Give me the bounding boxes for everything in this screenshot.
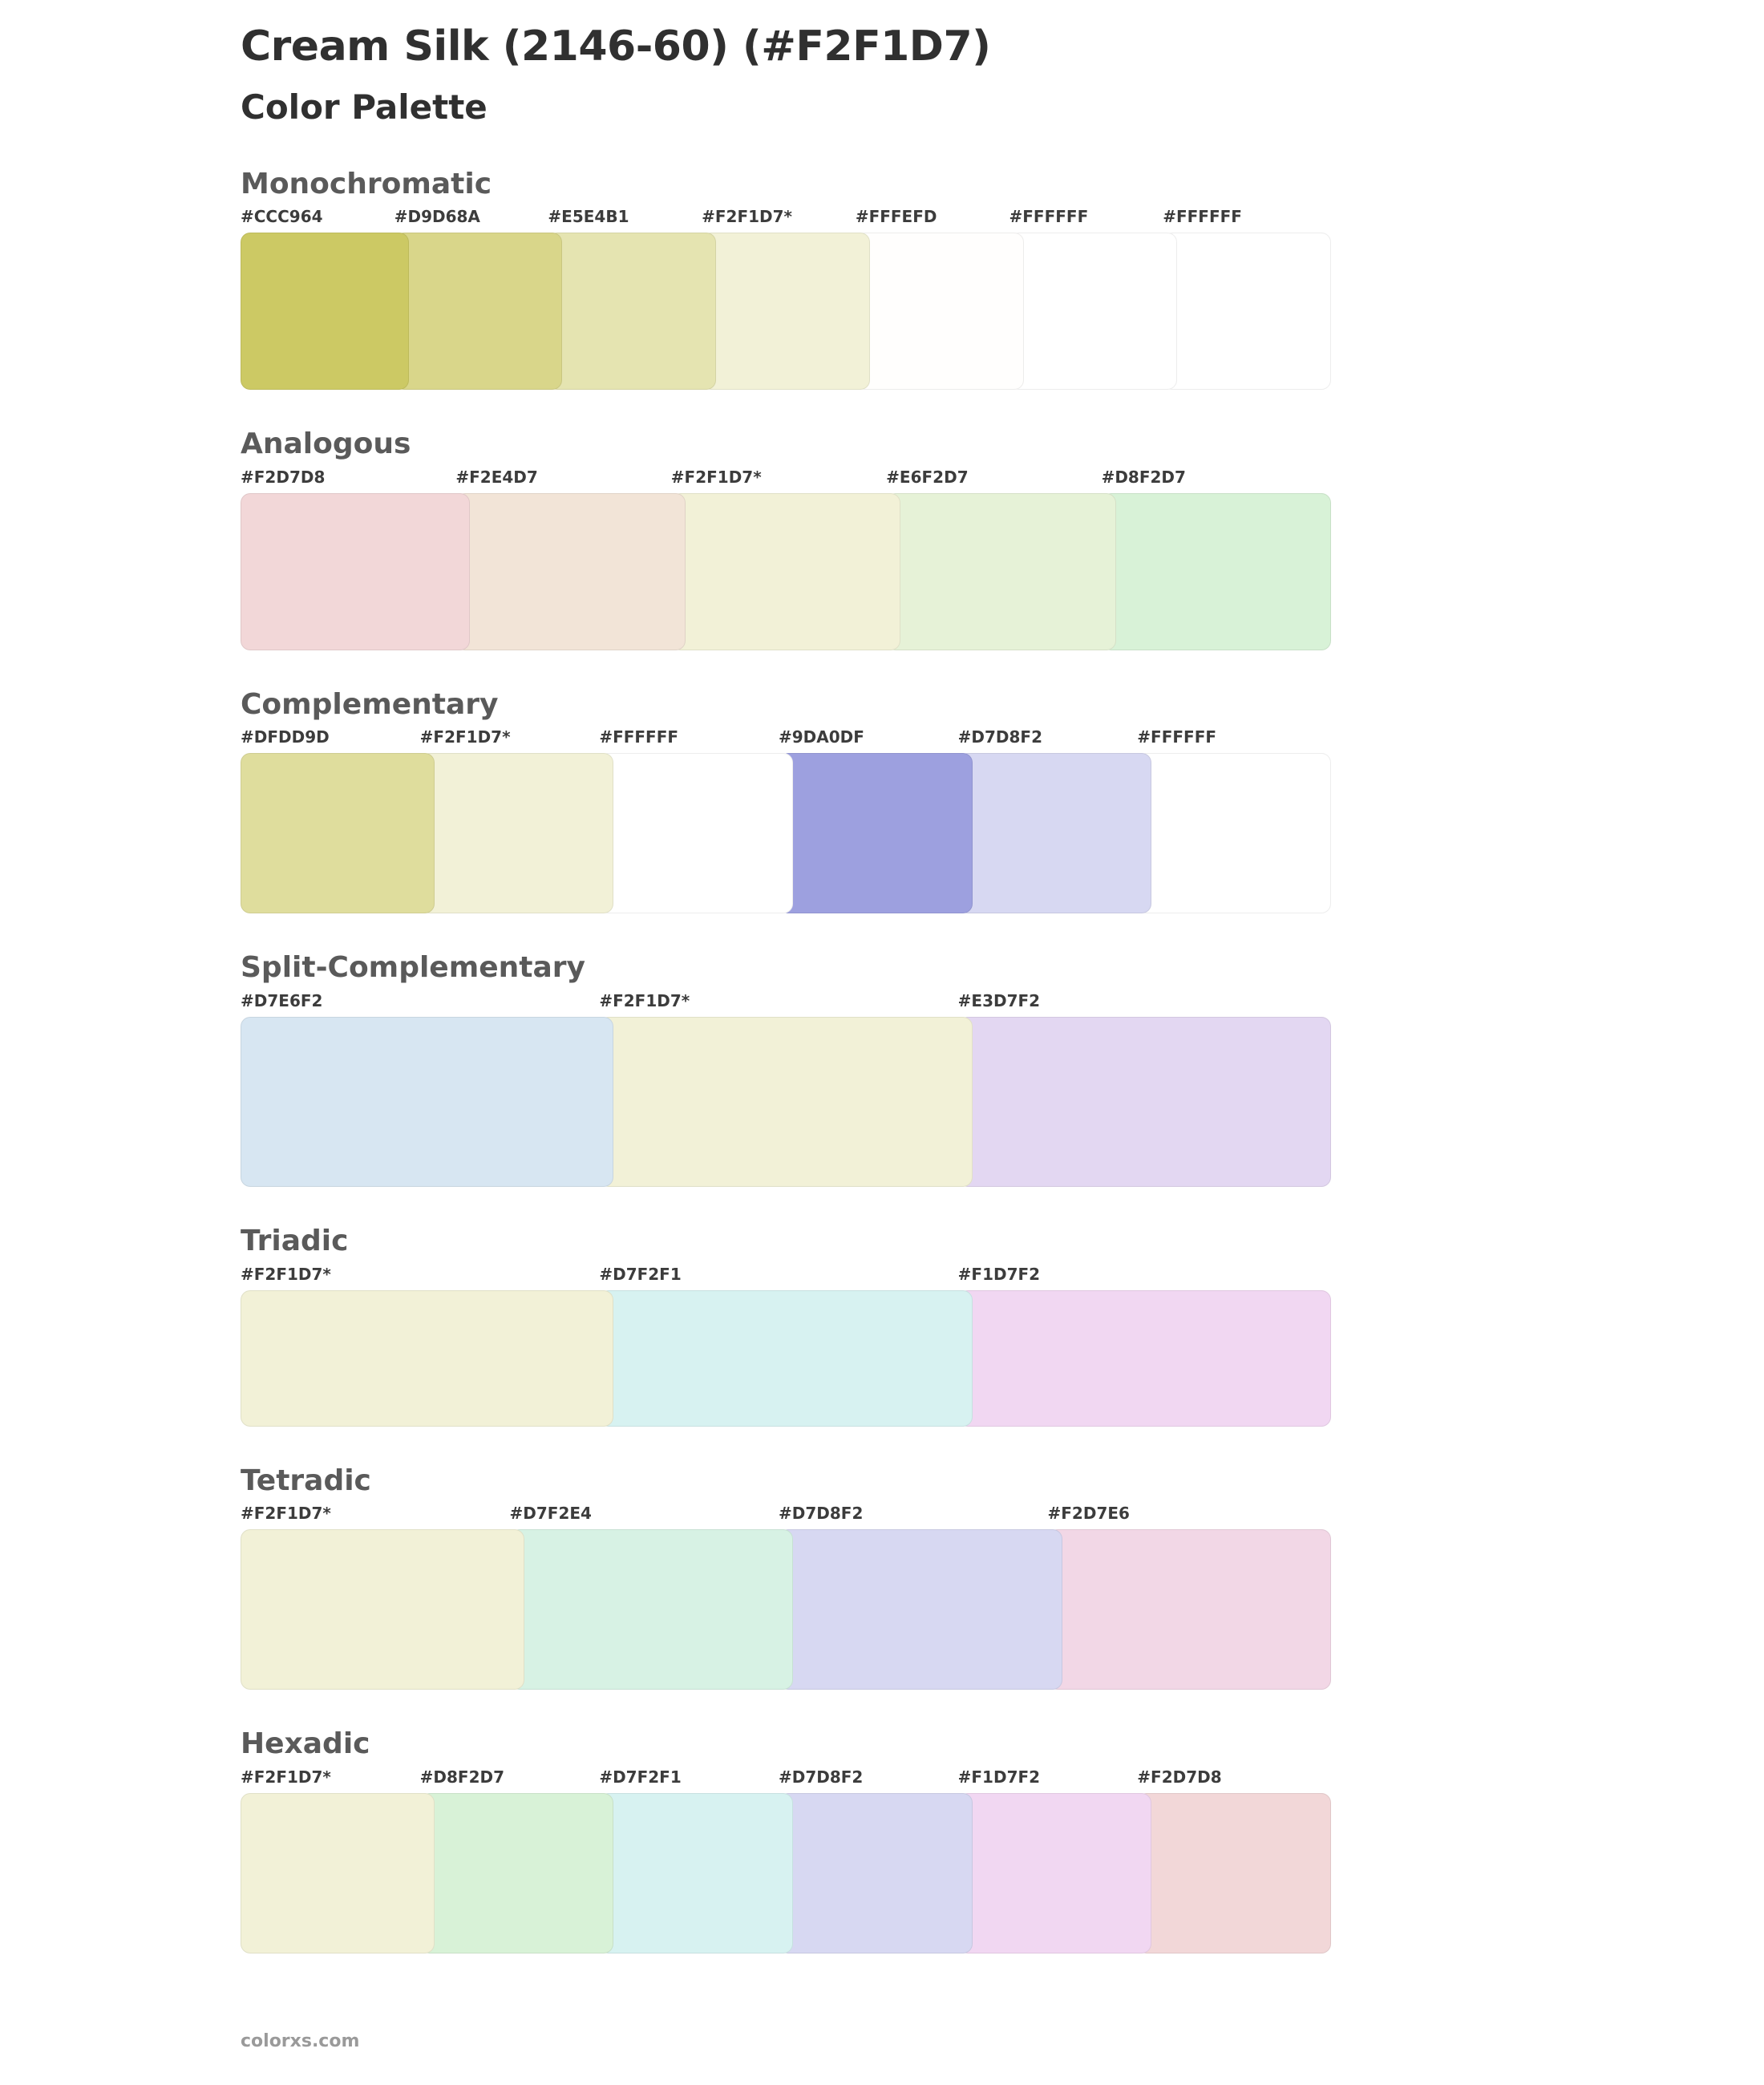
swatch-color-chip[interactable]	[958, 1017, 1331, 1187]
swatch-color-chip[interactable]	[779, 753, 973, 913]
swatch-color-chip[interactable]	[599, 1017, 972, 1187]
swatch-color-chip[interactable]	[779, 1793, 973, 1953]
palette-section-complementary	[241, 686, 1523, 914]
swatch-color-chip[interactable]	[958, 1793, 1152, 1953]
swatch-hex-label: #FFFFFF	[1163, 207, 1242, 227]
swatch-hex-label: #D7D8F2	[778, 1767, 864, 1787]
swatch-hex-label: #F2F1D7*	[670, 467, 762, 487]
swatch-row	[241, 207, 1523, 390]
color-swatch[interactable]	[886, 468, 1115, 650]
section-title: Complementary	[241, 687, 499, 721]
swatch-color-chip[interactable]	[548, 233, 716, 390]
color-swatch[interactable]	[394, 207, 563, 390]
color-swatch[interactable]	[1048, 1504, 1332, 1690]
section-title: Analogous	[241, 427, 411, 461]
section-title: Hexadic	[241, 1727, 370, 1761]
swatch-color-chip[interactable]	[1137, 1793, 1331, 1953]
swatch-hex-label: #F2F1D7*	[241, 1264, 331, 1284]
swatch-color-chip[interactable]	[241, 233, 409, 390]
color-swatch[interactable]	[1102, 468, 1331, 650]
color-swatch[interactable]	[779, 727, 973, 913]
swatch-hex-label: #F2F1D7*	[599, 990, 690, 1010]
swatch-hex-label: #FFFFFF	[1009, 207, 1089, 227]
swatch-hex-label: #F2D7E6	[1047, 1504, 1130, 1524]
swatch-color-chip[interactable]	[241, 1017, 613, 1187]
color-swatch[interactable]	[599, 727, 793, 913]
swatch-hex-label: #D7F2F1	[599, 1264, 682, 1284]
swatch-color-chip[interactable]	[1102, 493, 1331, 650]
palette-section-monochromatic	[241, 165, 1523, 391]
swatch-color-chip[interactable]	[241, 1529, 524, 1690]
swatch-color-chip[interactable]	[886, 493, 1115, 650]
swatch-color-chip[interactable]	[241, 753, 435, 913]
swatch-hex-label: #D7F2E4	[509, 1504, 592, 1524]
section-title: Tetradic	[241, 1464, 371, 1497]
section-title: Triadic	[241, 1224, 349, 1257]
swatch-color-chip[interactable]	[1137, 753, 1331, 913]
swatch-hex-label: #CCC964	[241, 207, 323, 227]
swatch-hex-label: #F2F1D7*	[241, 1504, 331, 1524]
section-title: Split-Complementary	[241, 951, 585, 985]
swatch-hex-label: #D7E6F2	[241, 990, 323, 1010]
color-swatch[interactable]	[420, 727, 614, 913]
palette-sections	[241, 165, 1523, 1953]
swatch-color-chip[interactable]	[1009, 233, 1178, 390]
swatch-color-chip[interactable]	[599, 1793, 793, 1953]
color-swatch[interactable]	[1137, 1767, 1331, 1953]
swatch-color-chip[interactable]	[856, 233, 1024, 390]
swatch-color-chip[interactable]	[702, 233, 870, 390]
swatch-color-chip[interactable]	[779, 1529, 1062, 1690]
swatch-hex-label: #F1D7F2	[957, 1264, 1041, 1284]
palette-section-hexadic	[241, 1725, 1523, 1953]
swatch-hex-label: #E3D7F2	[957, 990, 1041, 1010]
swatch-color-chip[interactable]	[1163, 233, 1331, 390]
color-swatch[interactable]	[1009, 207, 1178, 390]
swatch-color-chip[interactable]	[394, 233, 563, 390]
site-footer: colorxs.com	[241, 2031, 360, 2051]
page-subtitle: Color Palette	[241, 87, 488, 127]
color-swatch[interactable]	[241, 207, 409, 390]
swatch-row	[241, 1767, 1523, 1953]
swatch-hex-label: #F2F1D7*	[419, 727, 511, 747]
color-swatch[interactable]	[671, 468, 900, 650]
color-swatch[interactable]	[241, 468, 470, 650]
color-swatch[interactable]	[241, 991, 613, 1187]
color-swatch[interactable]	[241, 1504, 524, 1690]
swatch-hex-label: #D8F2D7	[1101, 467, 1186, 487]
palette-section-split-complementary	[241, 949, 1523, 1187]
palette-section-analogous	[241, 425, 1523, 650]
swatch-color-chip[interactable]	[241, 1793, 435, 1953]
swatch-hex-label: #F2E4D7	[455, 467, 538, 487]
swatch-row	[241, 727, 1523, 913]
swatch-hex-label: #F2D7D8	[241, 467, 326, 487]
swatch-color-chip[interactable]	[510, 1529, 794, 1690]
color-swatch[interactable]	[779, 1767, 973, 1953]
color-swatch[interactable]	[779, 1504, 1062, 1690]
swatch-color-chip[interactable]	[599, 753, 793, 913]
swatch-color-chip[interactable]	[599, 1290, 972, 1427]
color-swatch[interactable]	[958, 991, 1331, 1187]
swatch-hex-label: #E6F2D7	[886, 467, 969, 487]
color-swatch[interactable]	[241, 1767, 435, 1953]
swatch-hex-label: #9DA0DF	[778, 727, 864, 747]
color-swatch[interactable]	[241, 727, 435, 913]
color-swatch[interactable]	[599, 1265, 972, 1427]
swatch-hex-label: #D7D8F2	[957, 727, 1042, 747]
swatch-color-chip[interactable]	[241, 1290, 613, 1427]
swatch-hex-label: #D8F2D7	[419, 1767, 505, 1787]
color-swatch[interactable]	[958, 727, 1152, 913]
color-swatch[interactable]	[599, 991, 972, 1187]
color-swatch[interactable]	[510, 1504, 794, 1690]
color-swatch[interactable]	[599, 1767, 793, 1953]
swatch-hex-label: #FFFFFF	[599, 727, 679, 747]
swatch-hex-label: #FFFFFF	[1137, 727, 1217, 747]
color-swatch[interactable]	[856, 207, 1024, 390]
swatch-row	[241, 1504, 1523, 1690]
swatch-row	[241, 468, 1523, 650]
swatch-hex-label: #DFDD9D	[241, 727, 330, 747]
swatch-hex-label: #D7D8F2	[779, 1504, 864, 1524]
color-swatch[interactable]	[241, 1265, 613, 1427]
swatch-hex-label: #F2F1D7*	[702, 207, 792, 227]
color-swatch[interactable]	[420, 1767, 614, 1953]
swatch-color-chip[interactable]	[958, 753, 1152, 913]
palette-section-triadic	[241, 1222, 1523, 1427]
swatch-hex-label: #FFFEFD	[855, 207, 937, 227]
page-title: Cream Silk (2146-60) (#F2F1D7)	[241, 22, 991, 71]
swatch-color-chip[interactable]	[671, 493, 900, 650]
swatch-color-chip[interactable]	[958, 1290, 1331, 1427]
swatch-color-chip[interactable]	[420, 1793, 614, 1953]
swatch-color-chip[interactable]	[1048, 1529, 1332, 1690]
color-swatch[interactable]	[958, 1767, 1152, 1953]
swatch-hex-label: #F2D7D8	[1137, 1767, 1222, 1787]
palette-section-tetradic	[241, 1462, 1523, 1690]
swatch-color-chip[interactable]	[241, 493, 470, 650]
color-swatch[interactable]	[702, 207, 870, 390]
color-swatch[interactable]	[1163, 207, 1331, 390]
swatch-hex-label: #F2F1D7*	[241, 1767, 331, 1787]
color-swatch[interactable]	[1137, 727, 1331, 913]
swatch-row	[241, 991, 1523, 1187]
color-swatch[interactable]	[958, 1265, 1331, 1427]
swatch-color-chip[interactable]	[420, 753, 614, 913]
section-title: Monochromatic	[241, 167, 492, 200]
swatch-hex-label: #D9D68A	[394, 207, 480, 227]
color-swatch[interactable]	[548, 207, 716, 390]
color-swatch[interactable]	[455, 468, 685, 650]
swatch-color-chip[interactable]	[455, 493, 685, 650]
swatch-row	[241, 1265, 1523, 1427]
swatch-hex-label: #E5E4B1	[548, 207, 629, 227]
swatch-hex-label: #F1D7F2	[957, 1767, 1041, 1787]
swatch-hex-label: #D7F2F1	[599, 1767, 682, 1787]
